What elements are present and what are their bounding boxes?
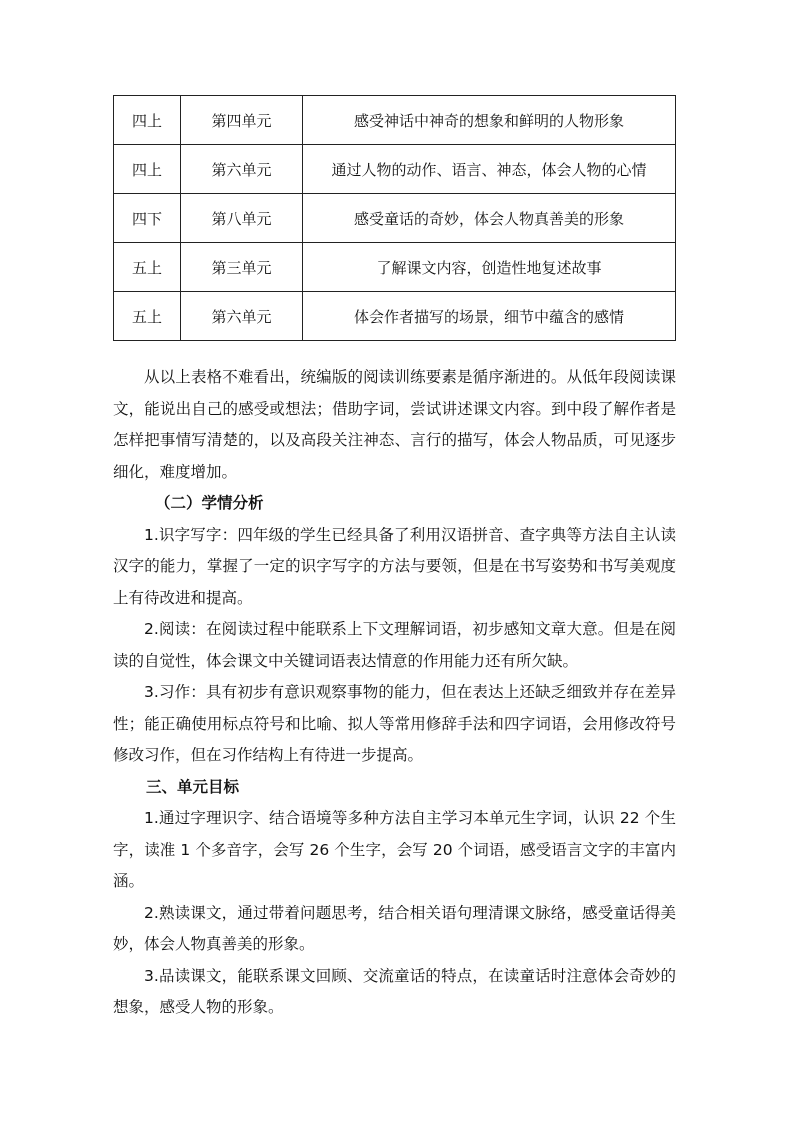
- unit-cell: 第六单元: [181, 145, 303, 194]
- section-heading-learning-analysis: （二）学情分析: [155, 494, 264, 512]
- element-cell: 感受神话中神奇的想象和鲜明的人物形象: [303, 96, 676, 145]
- element-cell: 感受童话的奇妙，体会人物真善美的形象: [303, 194, 676, 243]
- element-cell: 了解课文内容，创造性地复述故事: [303, 243, 676, 292]
- element-cell: 通过人物的动作、语言、神态，体会人物的心情: [303, 145, 676, 194]
- element-cell: 体会作者描写的场景，细节中蕴含的感情: [303, 292, 676, 341]
- analysis-item: 1.识字写字：四年级的学生已经具备了利用汉语拼音、查字典等方法自主认读汉字的能力，掌握了一定的识字写字的方法与要领，但是在书写姿势和书写美观度上有待改进和提高。: [113, 525, 676, 607]
- goal-item: 1.通过字理识字、结合语境等多种方法自主学习本单元生字词，认识 22 个生字，读准 1 个多音字，会写 26 个生字，会写 20 个词语，感受语言文字的丰富内涵。: [113, 809, 676, 890]
- unit-cell: 第八单元: [181, 194, 303, 243]
- grade-cell: 五上: [114, 292, 181, 341]
- table-row: [114, 145, 676, 194]
- table-row: [114, 292, 676, 341]
- grade-cell: 五上: [114, 243, 181, 292]
- reading-elements-table: [113, 95, 676, 341]
- table-row: [114, 194, 676, 243]
- section-heading-unit-goals: 三、单元目标: [146, 777, 240, 796]
- goal-item: 2.熟读课文，通过带着问题思考，结合相关语句理清课文脉络，感受童话得美妙，体会人物真善美的形象。: [113, 903, 676, 953]
- grade-cell: 四上: [114, 96, 181, 145]
- summary-paragraph: 从以上表格不难看出，统编版的阅读训练要素是循序渐进的。从低年段阅读课文，能说出自己的感受或想法；借助字词，尝试讲述课文内容。到中段了解作者是怎样把事情写清楚的，以及高段关注神态、言行的描写，体会人物品质，可见逐步细化，难度增加。: [113, 368, 676, 481]
- unit-cell: 第三单元: [181, 243, 303, 292]
- analysis-item: 2.阅读：在阅读过程中能联系上下文理解词语，初步感知文章大意。但是在阅读的自觉性，体会课文中关键词语表达情意的作用能力还有所欠缺。: [113, 620, 676, 670]
- document-body: [113, 362, 676, 1024]
- goal-item: 3.品读课文，能联系课文回顾、交流童话的特点，在读童话时注意体会奇妙的想象，感受人物的形象。: [113, 966, 676, 1016]
- grade-cell: 四下: [114, 194, 181, 243]
- unit-cell: 第六单元: [181, 292, 303, 341]
- unit-cell: 第四单元: [181, 96, 303, 145]
- table-row: [114, 243, 676, 292]
- table-row: [114, 96, 676, 145]
- grade-cell: 四上: [114, 145, 181, 194]
- analysis-item: 3.习作：具有初步有意识观察事物的能力，但在表达上还缺乏细致并存在差异性；能正确使用标点符号和比喻、拟人等常用修辞手法和四字词语，会用修改符号修改习作，但在习作结构上有待进一步提高。: [113, 683, 676, 764]
